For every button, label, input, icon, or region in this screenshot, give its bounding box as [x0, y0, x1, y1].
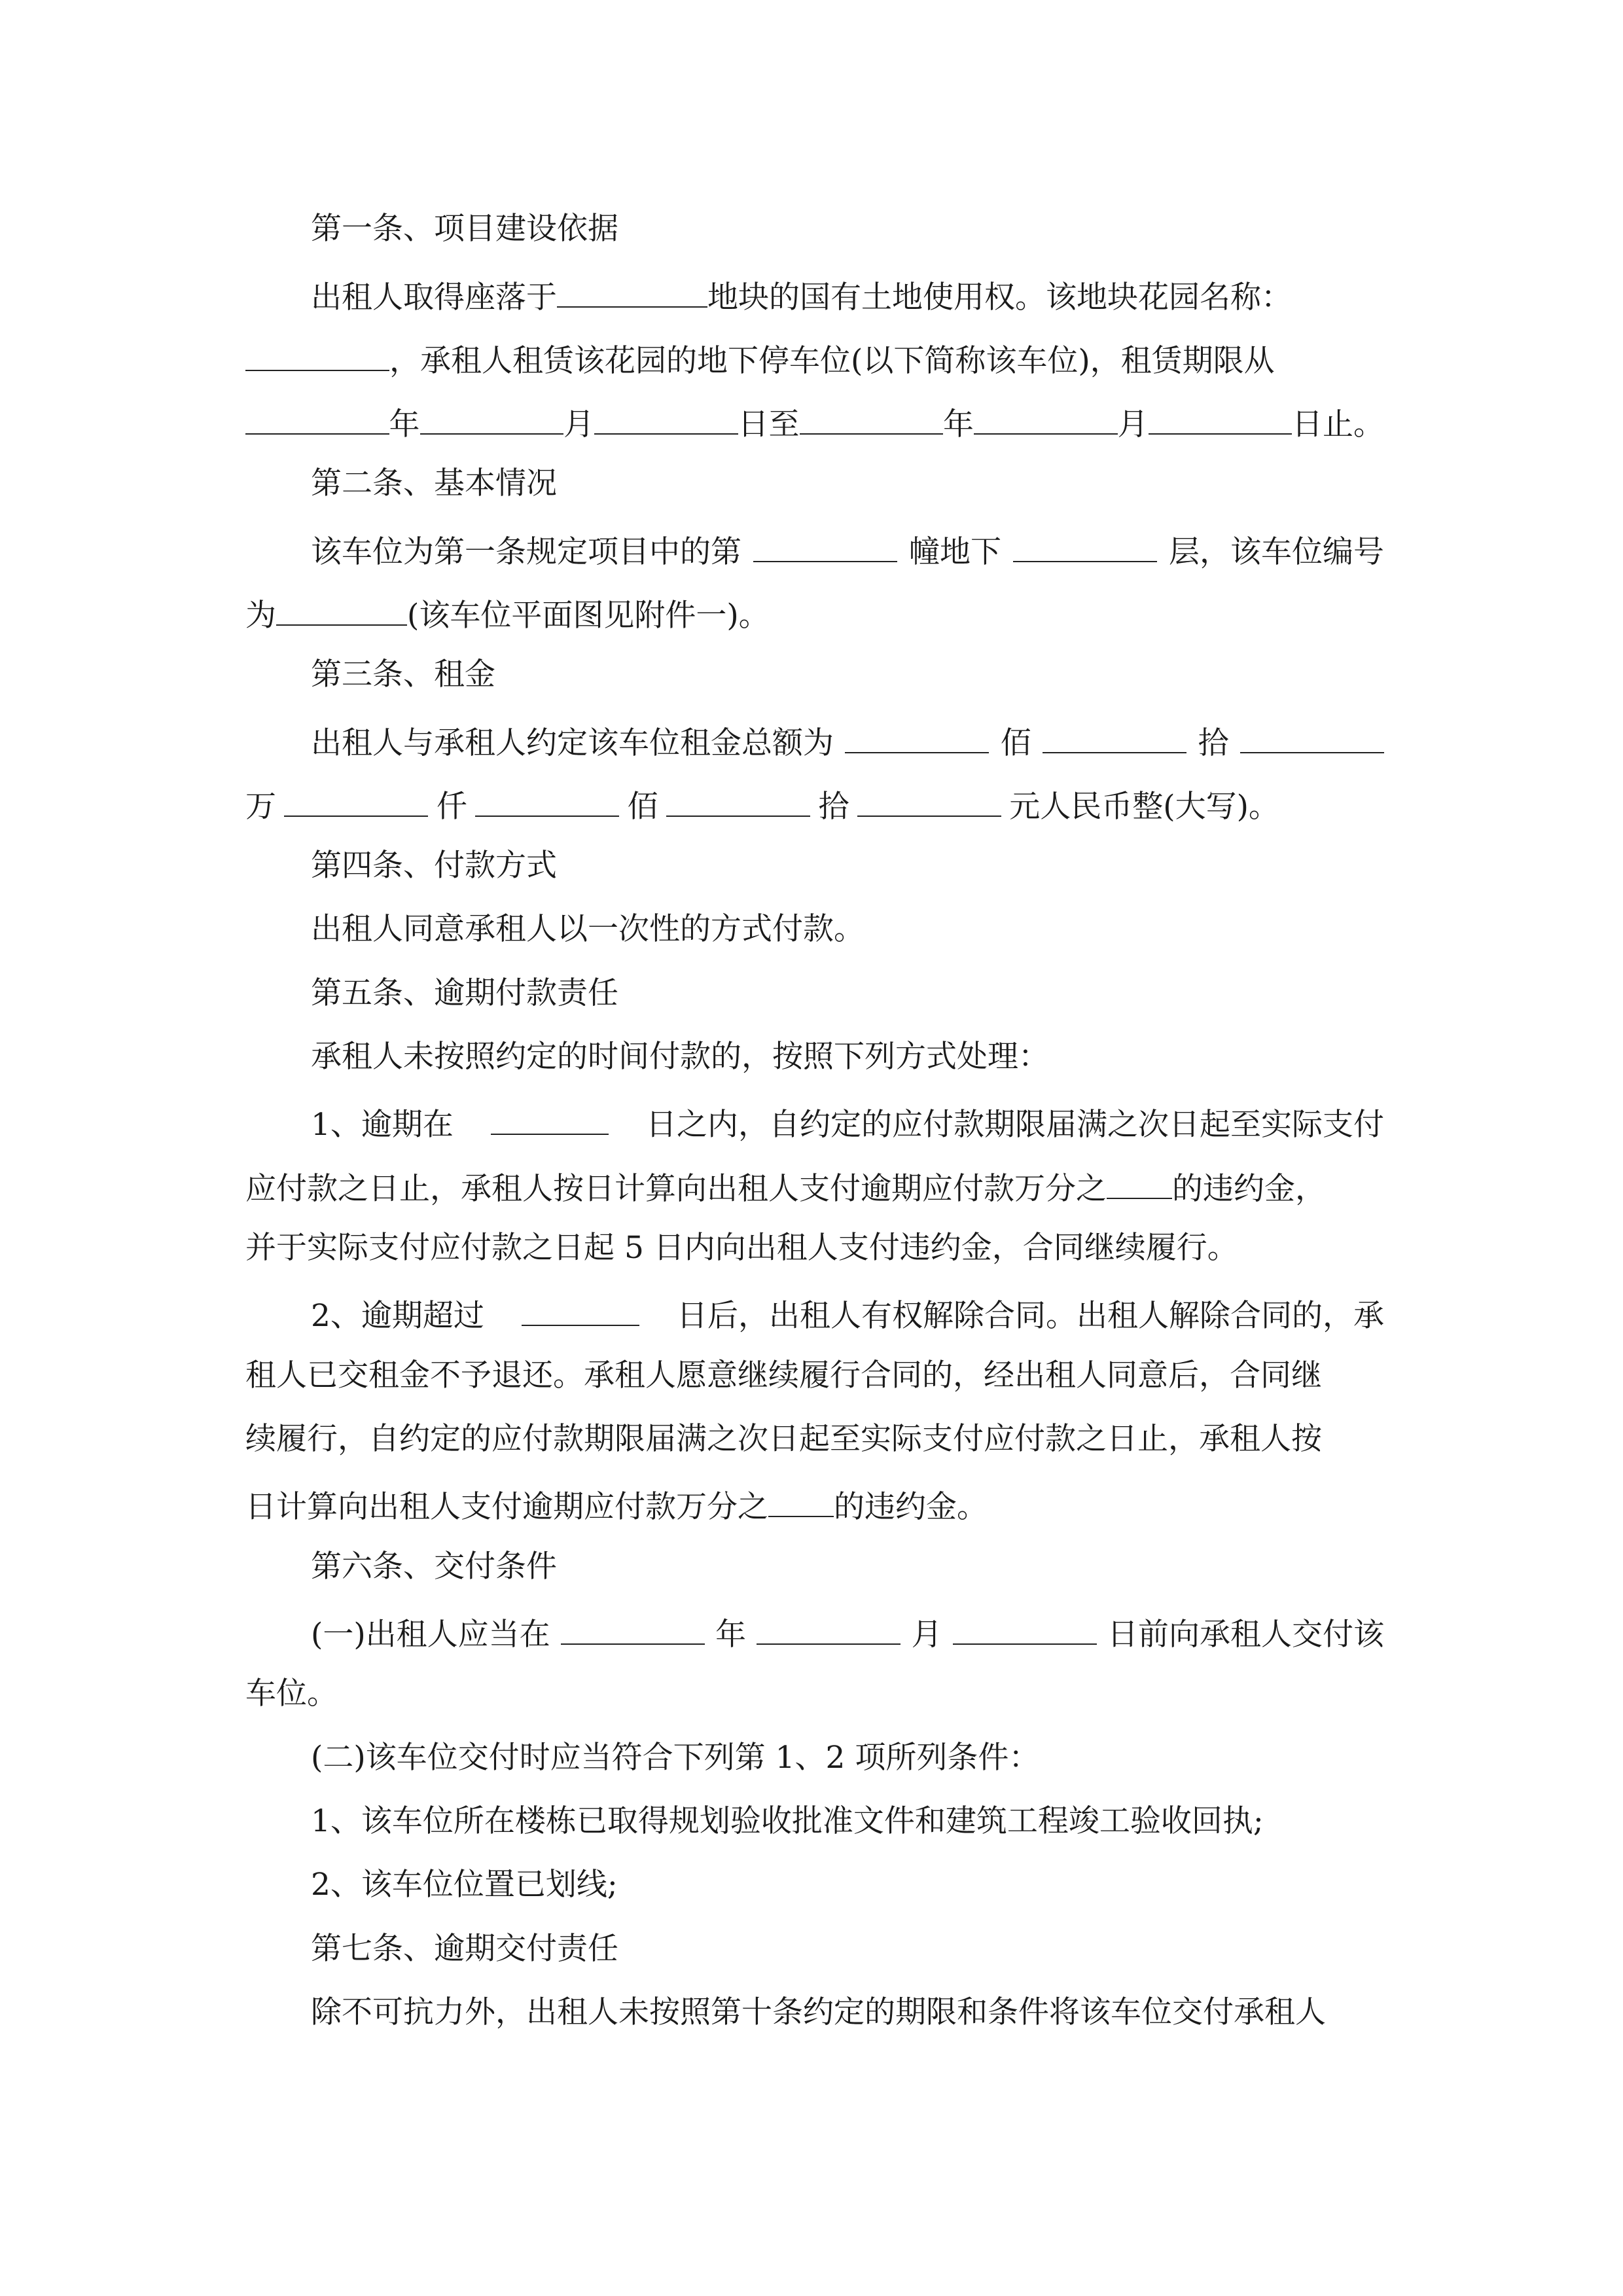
- blank-delivery-day[interactable]: [953, 1611, 1097, 1645]
- article-6-para-2: (二)该车位交付时应当符合下列第 1、2 项所列条件：: [311, 1740, 1040, 1776]
- article-3-title: 第三条、租金: [311, 656, 495, 692]
- blank-start-month[interactable]: [420, 401, 564, 435]
- blank-building-number[interactable]: [753, 528, 897, 562]
- blank-start-year[interactable]: [245, 401, 389, 435]
- blank-space-number[interactable]: [276, 592, 407, 626]
- article-2-title: 第二条、基本情况: [311, 465, 557, 501]
- article-6-para-1-line-2: 车位。: [245, 1676, 338, 1712]
- article-3-para-line-2-row: 万 仟 佰 拾 元人民币整(大写)。: [245, 783, 1279, 827]
- blank-rent-ten-million[interactable]: [1043, 719, 1186, 753]
- blank-end-day[interactable]: [1149, 401, 1293, 435]
- article-1-para-line-2: ，承租人租赁该花园的地下停车位(以下简称该车位)，租赁期限从: [245, 337, 1384, 381]
- blank-land-location[interactable]: [557, 274, 707, 308]
- blank-rent-hundred-million[interactable]: [845, 719, 989, 753]
- article-2-para-line-2: 为 (该车位平面图见附件一)。: [245, 592, 1384, 636]
- blank-rent-ten[interactable]: [857, 783, 1001, 817]
- article-5-item-2-line-3: 续履行，自约定的应付款期限届满之次日起至实际支付应付款之日止，承租人按: [245, 1421, 1322, 1457]
- blank-penalty-rate-1[interactable]: [1107, 1165, 1172, 1199]
- article-5-item-2-line-2: 租人已交租金不予退还。承租人愿意继续履行合同的，经出租人同意后，合同继: [245, 1357, 1322, 1393]
- article-5-item-1-line-2: 应付款之日止，承租人按日计算向出租人支付逾期应付款万分之 的违约金，: [245, 1165, 1384, 1209]
- article-4-title: 第四条、付款方式: [311, 848, 557, 884]
- article-1-para-line-3: 年 月 日至 年 月 日止。: [245, 401, 1384, 444]
- blank-rent-thousand[interactable]: [475, 783, 619, 817]
- article-4-para: 出租人同意承租人以一次性的方式付款。: [311, 911, 865, 947]
- blank-delivery-month[interactable]: [757, 1611, 901, 1645]
- blank-overdue-days-exceed[interactable]: [522, 1292, 639, 1326]
- blank-overdue-days-within[interactable]: [491, 1101, 609, 1135]
- article-6-item-2: 2、该车位位置已划线;: [311, 1867, 618, 1903]
- article-1-title: 第一条、项目建设依据: [311, 211, 618, 247]
- article-3-para-line-2: [245, 783, 1279, 827]
- article-2-para-line-1: 该车位为第一条规定项目中的第 幢地下 层，该车位编号: [311, 528, 1384, 572]
- article-6-para-1-line-1: (一)出租人应当在 年 月 日前向承租人交付该: [311, 1611, 1384, 1655]
- article-5-item-1-line-3: 并于实际支付应付款之日起 5 日内向出租人支付违约金，合同继续履行。: [245, 1230, 1238, 1266]
- article-7-title: 第七条、逾期交付责任: [311, 1931, 618, 1967]
- article-5-item-2-line-4: 日计算向出租人支付逾期应付款万分之 的违约金。: [245, 1483, 1384, 1527]
- blank-penalty-rate-2[interactable]: [768, 1483, 834, 1517]
- article-7-para: 除不可抗力外，出租人未按照第十条约定的期限和条件将该车位交付承租人: [311, 1994, 1326, 2030]
- blank-start-day[interactable]: [594, 401, 738, 435]
- blank-floor-number[interactable]: [1013, 528, 1157, 562]
- blank-end-year[interactable]: [800, 401, 944, 435]
- article-6-title: 第六条、交付条件: [311, 1549, 557, 1585]
- article-5-item-2-line-1: 2、逾期超过 日后，出租人有权解除合同。出租人解除合同的，承: [311, 1292, 1384, 1336]
- blank-end-month[interactable]: [974, 401, 1118, 435]
- article-6-item-1: 1、该车位所在楼栋已取得规划验收批准文件和建筑工程竣工验收回执;: [311, 1803, 1264, 1839]
- article-3-para-line-1: 出租人与承租人约定该车位租金总额为 佰 拾: [311, 719, 1384, 763]
- article-5-item-1-line-1: 1、逾期在 日之内，自约定的应付款期限届满之次日起至实际支付: [311, 1101, 1384, 1145]
- article-5-para: 承租人未按照约定的时间付款的，按照下列方式处理：: [311, 1039, 1049, 1075]
- blank-rent-hundred[interactable]: [666, 783, 810, 817]
- blank-rent-million[interactable]: [1240, 719, 1384, 753]
- blank-rent-thousand-ten[interactable]: [284, 783, 428, 817]
- article-5-title: 第五条、逾期付款责任: [311, 975, 618, 1011]
- blank-garden-name[interactable]: [245, 337, 389, 371]
- article-1-para-line-1: 出租人取得座落于 地块的国有土地使用权。该地块花园名称：: [311, 274, 1384, 317]
- blank-delivery-year[interactable]: [561, 1611, 705, 1645]
